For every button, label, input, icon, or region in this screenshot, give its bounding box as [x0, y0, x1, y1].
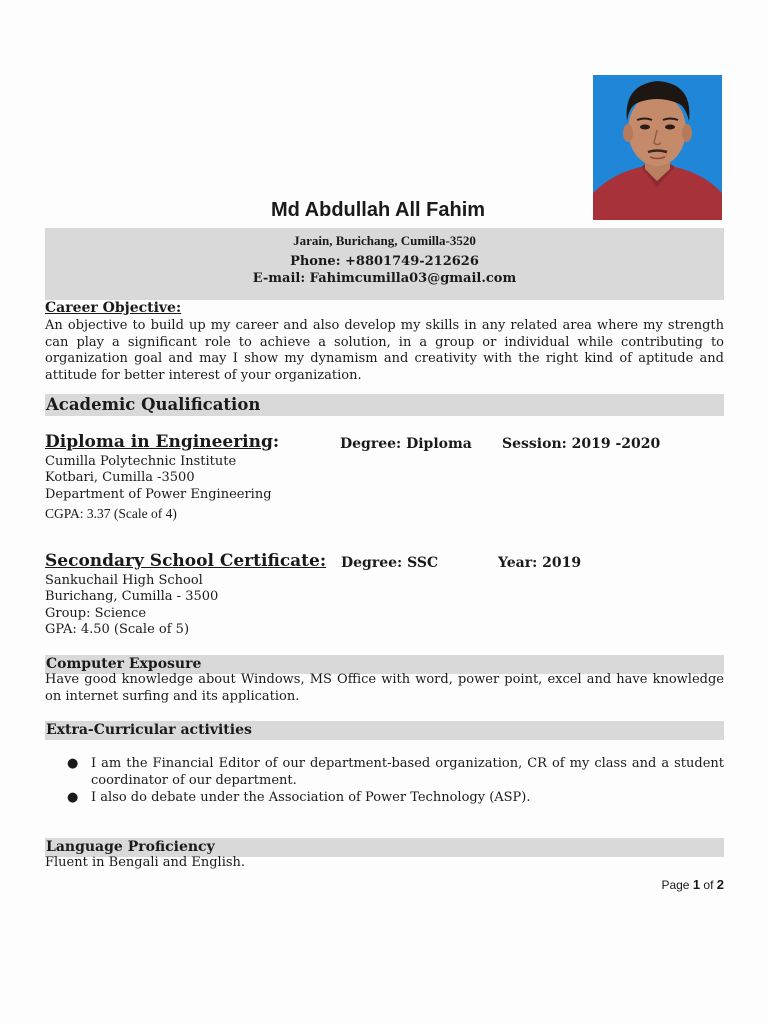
address: Jarain, Burichang, Cumilla-3520 [293, 233, 476, 248]
career-objective-heading: Career Objective: [45, 300, 182, 316]
of-word: of [703, 878, 714, 892]
language-text: Fluent in Bengali and English. [45, 855, 246, 870]
ssc-year: Year: 2019 [498, 555, 582, 571]
list-item [45, 756, 724, 789]
extra-list [45, 756, 724, 808]
extra-item-text: I am the Financial Editor of our department-based organization, CR of my class and a student coordinator of our department. [91, 756, 724, 788]
diploma-department: Department of Power Engineering [45, 487, 272, 502]
extra-heading-label: Extra-Curricular activities [46, 722, 252, 738]
computer-heading-label: Computer Exposure [46, 656, 202, 672]
ssc-degree: Degree: SSC [341, 555, 439, 571]
diploma-title-row [45, 432, 279, 452]
ssc-location: Burichang, Cumilla - 3500 [45, 589, 219, 604]
candidate-name: Md Abdullah All Fahim [270, 199, 486, 221]
diploma-location: Kotbari, Cumilla -3500 [45, 470, 195, 485]
diploma-colon: : [272, 432, 280, 452]
page-total: 2 [716, 877, 724, 892]
extra-item-text: I also do debate under the Association of Power Technology (ASP). [91, 790, 531, 805]
ssc-title: Secondary School Certificate: [45, 551, 327, 571]
ssc-school: Sankuchail High School [45, 573, 203, 588]
extra-heading [45, 721, 724, 740]
career-objective-text: An objective to build up my career and also develop my skills in any related area where my strength can play a significant role to achieve a solution, in a group or individual while contributing to organization goal and may I show my dynamism and creativity with the right kind of aptitude and attitude for better interest of your organization. [45, 318, 724, 383]
academic-heading [45, 394, 724, 416]
computer-text: Have good knowledge about Windows, MS Office with word, power point, excel and have knowledge on internet surfing and its application. [45, 672, 724, 704]
diploma-institute: Cumilla Polytechnic Institute [45, 454, 237, 469]
academic-heading-label: Academic Qualification [46, 395, 261, 414]
page-word: Page [661, 878, 690, 892]
ssc-gpa: GPA: 4.50 (Scale of 5) [45, 622, 190, 637]
bullet-icon: ● [67, 790, 79, 805]
contact-block [45, 228, 724, 300]
diploma-degree: Degree: Diploma [340, 436, 472, 452]
language-heading-label: Language Proficiency [46, 839, 215, 855]
list-item [45, 790, 724, 807]
page-number: 1 [692, 877, 701, 892]
phone: Phone: +8801749-212626 [290, 254, 479, 269]
email: E-mail: Fahimcumilla03@gmail.com [252, 271, 517, 286]
page-footer [661, 877, 724, 892]
ssc-group: Group: Science [45, 606, 147, 621]
bullet-icon: ● [67, 756, 79, 771]
diploma-title: Diploma in Engineering [45, 432, 273, 452]
diploma-session: Session: 2019 -2020 [502, 436, 661, 452]
diploma-cgpa: CGPA: 3.37 (Scale of 4) [45, 506, 177, 521]
